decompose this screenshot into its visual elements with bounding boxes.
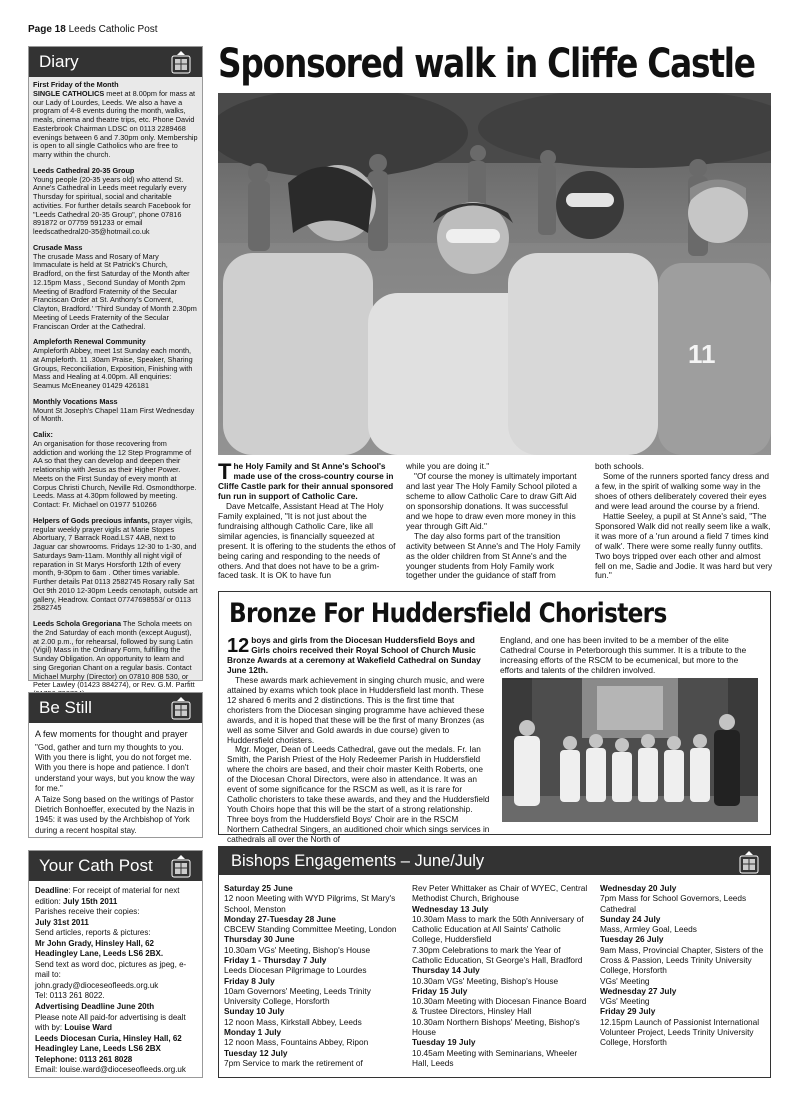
be-still-header	[29, 693, 202, 723]
diary-entry-text: The Schola meets on the 2nd Saturday of each month (except August), at 2.00 p.m., for rehearsal, followed by sung Latin (Vigil) Mass in the Ordinary Form, fulfilling the Sunday Obligation. An opportunity to learn and sing Gregorian Chant on a regular basis. Contact Michael Murphy (Director) on 07810 808 530, or Peter Lawley (01423 884274), or Rev. G.M. Parfitt	[33, 619, 195, 690]
walk-paragraph: both schools.	[595, 461, 644, 471]
diary-entry	[33, 620, 198, 699]
adv-address-1	[35, 1034, 196, 1045]
walk-lead	[218, 459, 396, 502]
be-still-title: Be Still	[39, 698, 92, 717]
diary-entry-lead: Leeds Schola Gregoriana	[33, 619, 121, 628]
bronze-dropcap: 12	[227, 635, 250, 657]
engagement-detail: 12 noon Mass, Kirkstall Abbey, Leeds	[224, 1016, 362, 1027]
diary-entry-text: The crusade Mass and Rosary of Mary Immaculate is held at St Patrick's Church, Bradford, on the first Saturday of the Month after 12.15pm Mass , Second Sunday of Month 2pm Meeting of Bradford Fraternity of the Secular Franciscan Order at St. Anthony's Convent, Clayton, Bradford.' 'Third Sunday of Month 2.30pm Meeting of Leeds Fraternity of the Secular Franciscan Order at the Cathedral.	[33, 251, 197, 331]
send-line: Send articles, reports & pictures:	[35, 928, 151, 938]
engagement-detail: 12 noon Meeting with WYD Pilgrims, St Mary's School, Menston	[224, 893, 396, 914]
engagement-detail: 10am Governors' Meeting, Leeds Trinity University College, Horsforth	[224, 985, 371, 1007]
engagement-detail: 12.15pm Launch of Passionist International Volunteer Project, Leeds Trinity University College, Horsforth	[600, 1016, 760, 1048]
engagement-date: Thursday 14 July	[412, 965, 480, 976]
engagement-detail: Rev Peter Whittaker as Chair of WYEC, Central Methodist Church, Brighouse	[412, 883, 588, 904]
diary-entry-text: Young people (20-35 years old) who attend St. Anne's Cathedral in Leeds meet regularly every Thursday for spiritual, social and charitable activities. For further details search Facebook for "Leeds Cathedral 20-35 Group", phone 07816 891872 or 07759 591233 or email leedscathedral20-35@hotmail.co.uk	[33, 174, 191, 236]
engagement-date: Monday 1 July	[224, 1026, 282, 1037]
adv-address-1-text: Leeds Diocesan Curia, Hinsley Hall, 62	[35, 1033, 182, 1043]
engagement-detail: 10.30am Meeting with Diocesan Finance Board & Trustee Directors, Hinsley Hall	[412, 996, 587, 1017]
walk-paragraph: Some of the runners sported fancy dress and a few, in the spirit of walking some way in the shoes of others deliberately covered their eyes and were lead around the course by a friend.	[595, 470, 770, 511]
choristers-photo-illustration	[502, 678, 758, 822]
cath-post-title: Your Cath Post	[39, 856, 153, 875]
bronze-article	[218, 591, 771, 845]
engagement-detail: 10.30am VGs' Meeting, Bishop's House	[412, 975, 559, 986]
editor-address	[35, 949, 196, 960]
page-number: Page 18	[28, 24, 66, 35]
walk-paragraph: while you are doing it."	[406, 461, 490, 471]
page-header	[28, 24, 158, 36]
walk-column-1	[218, 459, 396, 581]
diary-entry-text: meet at 8.00pm for mass at our Lady of Lourdes, Leeds. We also a have a program of 4-8 events during the month, walks, meals, cinema and theatre trips, etc. Phone David Easterbrook Chairman LDSC on 0113 2289468 evenings between 6 and 7.30pm only. Membership is open to all single Catholics who are free to marry within the church.	[33, 88, 198, 159]
engagement-date: Friday 15 July	[412, 985, 468, 996]
cath-post-box	[28, 850, 203, 1078]
choristers-photo	[502, 678, 758, 822]
engagement-date: Saturday 25 June	[224, 883, 293, 893]
diary-entry-lead: SINGLE CATHOLICS	[33, 88, 105, 98]
diary-entry-heading: Crusade Mass	[33, 242, 83, 252]
be-still-body	[29, 723, 202, 842]
adv-deadline-text: Advertising Deadline June 20th	[35, 1002, 155, 1012]
engagement-detail: 10.30am Northern Bishops' Meeting, Bishop's House	[412, 1016, 580, 1037]
engagement-detail: 7pm Service to mark the retirement of	[224, 1057, 363, 1068]
adv-address-2	[35, 1044, 196, 1055]
walk-column-2	[406, 462, 584, 581]
engagement-date: Sunday 10 July	[224, 1006, 285, 1017]
deadline-text: : For receipt of material for next edition:	[35, 886, 180, 906]
bronze-lead	[227, 636, 492, 676]
adv-tel-text: Telephone: 0113 261 8028	[35, 1054, 133, 1064]
engagement-detail: Leeds Diocesan Pilgrimage to Lourdes	[224, 965, 367, 976]
bronze-paragraph: These awards mark achievement in singing church music, and were attained by exams which took place in Huddersfield last month. These 12 shared 6 merits and 2 distinctions. This is the first time that choristers from the Diocesan singing programme have achieved these awards, and it is hoped that these will be the first of many Bronzes (as well as some Silver and Gold awards in due course) given to Huddersfield choristers.	[227, 674, 485, 745]
be-still-intro: A few moments for thought and prayer	[35, 729, 188, 739]
diary-header	[29, 47, 202, 77]
diocese-crest-icon	[166, 695, 196, 721]
walk-photo	[218, 93, 771, 455]
bishops-engagements	[218, 846, 771, 1078]
cath-post-body	[29, 881, 202, 1081]
engagement-date: Tuesday 12 July	[224, 1047, 288, 1058]
be-still-quote: "God, gather and turn my thoughts to you. With you there is light, you do not forget me. With you there is hope and patience. I don't understand your ways, but you know the way for me."	[35, 742, 195, 794]
engagement-detail: 7.30pm Celebrations to mark the Year of Catholic Education, St George's Hall, Bradford	[412, 944, 583, 965]
cath-post-header	[29, 851, 202, 881]
engagement-date: Friday 8 July	[224, 975, 275, 986]
editor-email[interactable]: john.grady@dioceseofleeds.org.uk	[35, 980, 159, 990]
be-still-note: A Taize Song based on the writings of Pastor Dietrich Bonhoeffer, executed by the Nazis in 1945: it was used by the Archbishop of York during a recent hospital stay.	[35, 794, 195, 835]
diary-box	[28, 46, 203, 690]
walk-article	[218, 459, 773, 587]
bishops-column-3	[600, 883, 780, 1048]
diary-entries	[29, 77, 202, 710]
editor-name	[35, 939, 196, 950]
engagement-date: Wednesday 13 July	[412, 903, 489, 914]
copies-date-text: July 31st 2011	[35, 917, 89, 927]
walk-paragraph: Dave Metcalfe, Assistant Head at The Holy Family explained, "It is not just about the fundraising although Catholic Care, like all similar agencies, is financially squeezed at present. It is offering to the students the ethos of being caring and responding to the needs of others. And that does not have to be a grim-faced task. It is OK to have fun	[218, 500, 396, 581]
engagement-detail: 10.45am Meeting with Seminarians, Wheeler Hall, Leeds	[412, 1047, 578, 1068]
walk-headline: Sponsored walk in Cliffe Castle	[218, 41, 755, 87]
adv-note-text: Please note All paid-for advertising is dealt with by:	[35, 1012, 186, 1033]
deadline-line	[35, 886, 196, 907]
diary-entry-text: Mount St Joseph's Chapel 11am First Wednesday of Month.	[33, 405, 195, 424]
bishops-header	[219, 847, 770, 875]
walk-dropcap: T	[218, 459, 232, 484]
bronze-headline: Bronze For Huddersfield Choristers	[229, 598, 667, 629]
bronze-column-1	[227, 636, 492, 845]
adv-contact: Louise Ward	[64, 1023, 113, 1033]
bishops-title: Bishops Engagements – June/July	[231, 852, 485, 870]
engagement-date: Friday 1 - Thursday 7 July	[224, 954, 327, 965]
parishes-line: Parishes receive their copies:	[35, 907, 140, 917]
adv-tel	[35, 1055, 196, 1066]
diary-entry	[33, 81, 198, 160]
adv-email[interactable]: Email: louise.ward@dioceseofleeds.org.uk	[35, 1065, 186, 1075]
engagement-date: Tuesday 26 July	[600, 934, 664, 945]
diary-entry-heading: First Friday of the Month	[33, 80, 119, 89]
bronze-paragraph: Mgr. Moger, Dean of Leeds Cathedral, gave out the medals. Fr. Ian Smith, the Parish Priest of the Holy Redeemer Parish in Huddersfield where the choirs are based, and their choir master Keith Roberts, one of the Diocesan Choral Directors, were also in attendance. It was an event of some significance for the RSCM as well, as it is rare for Catholic choristers to take these awards, and they and the Huddersfield Youth Choirs hope that this will be the start of a strong relationship. Three boys from the Huddersfield Boys' Choir are in the RSCM Northern Cathedral Singers, an auditioned choir which sings services in cathedrals all over the North of	[227, 744, 490, 845]
engagement-detail: VGs' Meeting	[600, 996, 650, 1007]
diary-entry-heading: Ampleforth Renewal Community	[33, 337, 146, 347]
engagement-detail: 9am Mass, Provincial Chapter, Sisters of the Cross & Passion, Leeds Trinity University College, Horsforth	[600, 944, 764, 976]
adv-address-2-text: Headingley Lane, Leeds LS6 2BX	[35, 1044, 161, 1054]
deadline-label: Deadline	[35, 886, 69, 895]
engagement-detail: VGs' Meeting	[600, 975, 650, 986]
diary-title: Diary	[39, 52, 79, 71]
bronze-column-2	[500, 636, 762, 676]
bishops-column-2	[412, 883, 592, 1068]
bronze-paragraph: England, and one has been invited to be a member of the elite Cathedral Course in Peterborough this summer. It is a tribute to the increasing efforts of the RSCM to be ecumenical, but more to the efforts and talents of the children involved.	[500, 635, 747, 675]
diary-entry	[33, 167, 198, 237]
diary-entry-heading: Leeds Cathedral 20-35 Group	[33, 165, 135, 175]
diary-entry	[33, 517, 198, 613]
be-still-box	[28, 692, 203, 838]
engagement-date: Tuesday 19 July	[412, 1037, 476, 1048]
engagement-detail: 12 noon Mass, Fountains Abbey, Ripon	[224, 1037, 369, 1048]
adv-deadline	[35, 1002, 196, 1013]
diary-entry	[33, 338, 198, 391]
engagement-date: Wednesday 27 July	[600, 985, 677, 996]
editor-address-text: Headingley Lane, Leeds LS6 2BX.	[35, 949, 164, 959]
diary-entry-heading: Calix:	[33, 430, 53, 439]
engagement-detail: 7pm Mass for School Governors, Leeds Cathedral	[600, 893, 747, 914]
walk-photo-illustration	[218, 93, 771, 455]
format-line: Send text as word doc, pictures as jpeg, e-mail to:	[35, 959, 187, 980]
walk-lead-text: he Holy Family and St Anne's School's made use of the cross-country course in Cliffe Castle park for their annual sponsored fun run in support of Catholic Care.	[218, 461, 394, 501]
engagement-detail: CBCEW Standing Committee Meeting, London	[224, 924, 397, 935]
engagement-date: Monday 27-Tuesday 28 June	[224, 913, 336, 924]
diocese-crest-icon	[734, 849, 764, 875]
diary-entry	[33, 244, 198, 332]
engagement-date: Sunday 24 July	[600, 913, 661, 924]
shirt-number: 11	[688, 339, 716, 369]
engagement-detail: 10.30am VGs' Meeting, Bishop's House	[224, 944, 371, 955]
diary-entry-heading: Monthly Vocations Mass	[33, 396, 118, 406]
diary-entry-text: Ampleforth Abbey, meet 1st Sunday each month, at Ampleforth. 11 .30am Praise, Speaker, Sharing Groups, Reconciliation, Exposition, Finishing with Mass and Healing at 4.00pm. All enquiries: Seamus McEneaney 01429 426181	[33, 346, 193, 390]
engagement-date: Friday 29 July	[600, 1006, 656, 1017]
walk-paragraph: The day also forms part of the transition activity between St Anne's and The Holy Family as the older children from St Anne's and the younger students from Holy Family work together under the guidance of staff from	[406, 530, 581, 581]
engagement-date: Wednesday 20 July	[600, 883, 677, 893]
diary-entry-text: An organisation for those recovering from addiction and working the 12 Step Programme of AA so that they can develop and deepen their relationship with Jesus as their Higher Power. Meets on the First Sunday of every month at Corpus Christi Church, Neville Rd. Osmondthorpe. Leeds. Mass at 4.30pm followed by meeting. Contact: Fr. Michael on 01977 510266	[33, 438, 197, 509]
publication-name: Leeds Catholic Post	[68, 24, 158, 35]
bronze-lead-text: boys and girls from the Diocesan Huddersfield Boys and Girls choirs received their Royal School of Church Music Bronze Awards at a ceremony at Wakefield Cathedral on Sunday June 12th.	[227, 635, 481, 675]
deadline-date: July 15th 2011	[63, 896, 118, 906]
diocese-crest-icon	[166, 49, 196, 75]
walk-paragraph: Hattie Seeley, a pupil at St Anne's said, "The Sponsored Walk did not really seem like a walk, it was more of a 'run around a field 7 times kind of walk'. There were some really funny outfits. Two boys tripped over each other and almost fell on me, Sadie and Jodie. It was hard but very fun."	[595, 510, 773, 581]
diocese-crest-icon	[166, 853, 196, 879]
diary-entry	[33, 398, 198, 424]
bishops-column-1	[224, 883, 404, 1068]
walk-paragraph: "Of course the money is ultimately important and last year The Holy Family School piloted a scheme to allow Catholic Care to draw Gift Aid on sponsorship donations. It was successful and we hope to draw even more money in this year through Gift Aid."	[406, 470, 577, 531]
editor-tel: Tel: 0113 261 8022.	[35, 991, 105, 1001]
engagement-detail: Mass, Armley Goal, Leeds	[600, 924, 697, 935]
engagement-detail: 10.30am Mass to mark the 50th Anniversary of Catholic Education at All Saints' Catholic College, Huddersfield	[412, 913, 584, 945]
diary-entry-lead: Helpers of Gods precious infants,	[33, 515, 150, 525]
adv-note	[35, 1013, 196, 1034]
diary-entry	[33, 431, 198, 510]
engagement-date: Thursday 30 June	[224, 934, 295, 945]
copies-date	[35, 918, 196, 929]
diary-entry-text: prayer vigils, regular weekly prayer vigils at Marie Stopes Abortuary, 7 Barrack Road.LS7 4AB, next to Jaguar car showrooms. Fridays 12-30 to 1-30, and Saturdays 9am-11am. Monthly all night vigil of reparation in St Marys Horsforth 12th of every month, 9-30pm to 6am . Other times variable. Further details Pat 0113 2582745 Rosary rally Sat Oct 9th 2010 12-30pm Leeds cenotaph, outside art gallery, Headrow. Contact 07747698553/ or 0113 2582745	[33, 515, 198, 613]
walk-column-3	[595, 462, 773, 581]
editor-name-text: Mr John Grady, Hinsley Hall, 62	[35, 938, 154, 948]
